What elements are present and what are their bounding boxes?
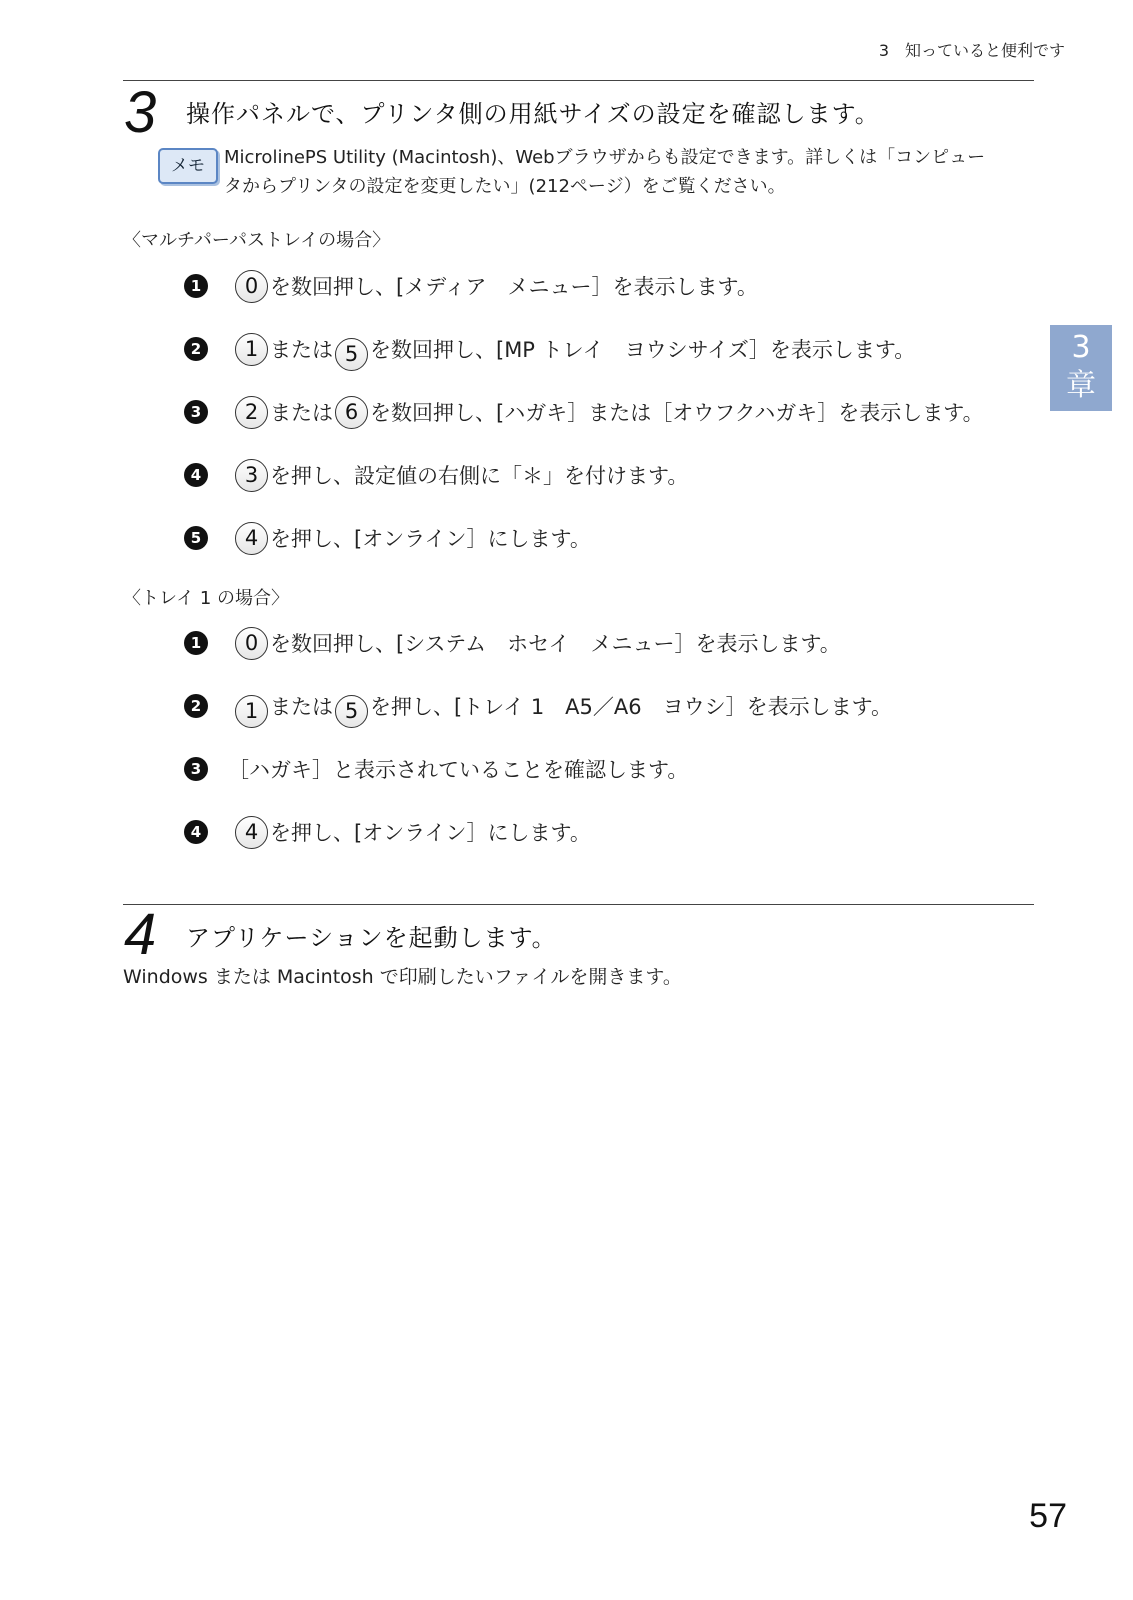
step-title: 操作パネルで、プリンタ側の用紙サイズの設定を確認します。 <box>186 100 880 128</box>
key-button-icon: 3 <box>235 459 268 492</box>
list-item <box>233 520 591 556</box>
chapter-tab <box>1050 325 1112 411</box>
instruction-text: を押し、[オンライン］にします。 <box>270 527 591 551</box>
section-divider <box>123 80 1034 81</box>
instruction-text: を押し、[オンライン］にします。 <box>270 821 591 845</box>
memo-line: MicrolinePS Utility (Macintosh)、Webブラウザからも設定できます。詳しくは「コンピュー <box>224 147 986 168</box>
list-number: 4 <box>184 463 208 487</box>
key-button-icon: 6 <box>335 396 368 429</box>
key-button-icon: 4 <box>235 522 268 555</box>
memo-text <box>224 143 1024 201</box>
section-divider <box>123 904 1034 905</box>
list-number: 4 <box>184 820 208 844</box>
instruction-text: を押し、設定値の右側に「＊」を付けます。 <box>270 464 689 488</box>
list-item <box>233 268 758 304</box>
key-button-icon: 4 <box>235 816 268 849</box>
step-number: 3 <box>124 80 157 145</box>
step-number: 4 <box>124 902 157 967</box>
key-button-icon: 1 <box>235 333 268 366</box>
key-button-icon: 0 <box>235 270 268 303</box>
list-number: 2 <box>184 694 208 718</box>
list-number: 1 <box>184 631 208 655</box>
memo-badge: メモ <box>158 148 218 184</box>
joiner-text: または <box>270 401 333 425</box>
instruction-text: を数回押し、[メディア メニュー］を表示します。 <box>270 275 758 299</box>
key-button-icon: 0 <box>235 627 268 660</box>
key-button-icon: 5 <box>335 695 368 728</box>
key-button-icon: 5 <box>335 338 368 371</box>
chapter-label: 章 <box>1066 368 1096 403</box>
running-header: 3 知っていると便利です <box>878 41 1065 60</box>
list-item <box>233 814 591 850</box>
list-number: 3 <box>184 757 208 781</box>
subsection-heading: 〈マルチパーパストレイの場合〉 <box>123 230 391 251</box>
list-number: 5 <box>184 526 208 550</box>
list-item <box>233 394 984 430</box>
body-text: Windows または Macintosh で印刷したいファイルを開きます。 <box>123 966 682 988</box>
list-number: 3 <box>184 400 208 424</box>
instruction-text: を押し、[トレイ 1 A5／A6 ヨウシ］を表示します。 <box>370 695 892 719</box>
list-item <box>233 331 915 367</box>
instruction-text: を数回押し、[MP トレイ ヨウシサイズ］を表示します。 <box>370 338 916 362</box>
instruction-text: ［ハガキ］と表示されていることを確認します。 <box>228 758 689 782</box>
list-item <box>228 751 688 787</box>
list-number: 2 <box>184 337 208 361</box>
joiner-text: または <box>270 695 333 719</box>
chapter-number: 3 <box>1071 330 1091 365</box>
instruction-text: を数回押し、[ハガキ］または［オウフクハガキ］を表示します。 <box>370 401 984 425</box>
memo-line: タからプリンタの設定を変更したい」(212ページ）をご覧ください。 <box>224 176 786 197</box>
key-button-icon: 1 <box>235 695 268 728</box>
list-item <box>233 688 892 724</box>
list-item <box>233 625 841 661</box>
subsection-heading: 〈トレイ 1 の場合〉 <box>123 588 289 609</box>
instruction-text: を数回押し、[システム ホセイ メニュー］を表示します。 <box>270 632 841 656</box>
page-number: 57 <box>1029 1497 1067 1535</box>
step-title: アプリケーションを起動します。 <box>186 924 557 952</box>
list-item <box>233 457 688 493</box>
joiner-text: または <box>270 338 333 362</box>
key-button-icon: 2 <box>235 396 268 429</box>
list-number: 1 <box>184 274 208 298</box>
